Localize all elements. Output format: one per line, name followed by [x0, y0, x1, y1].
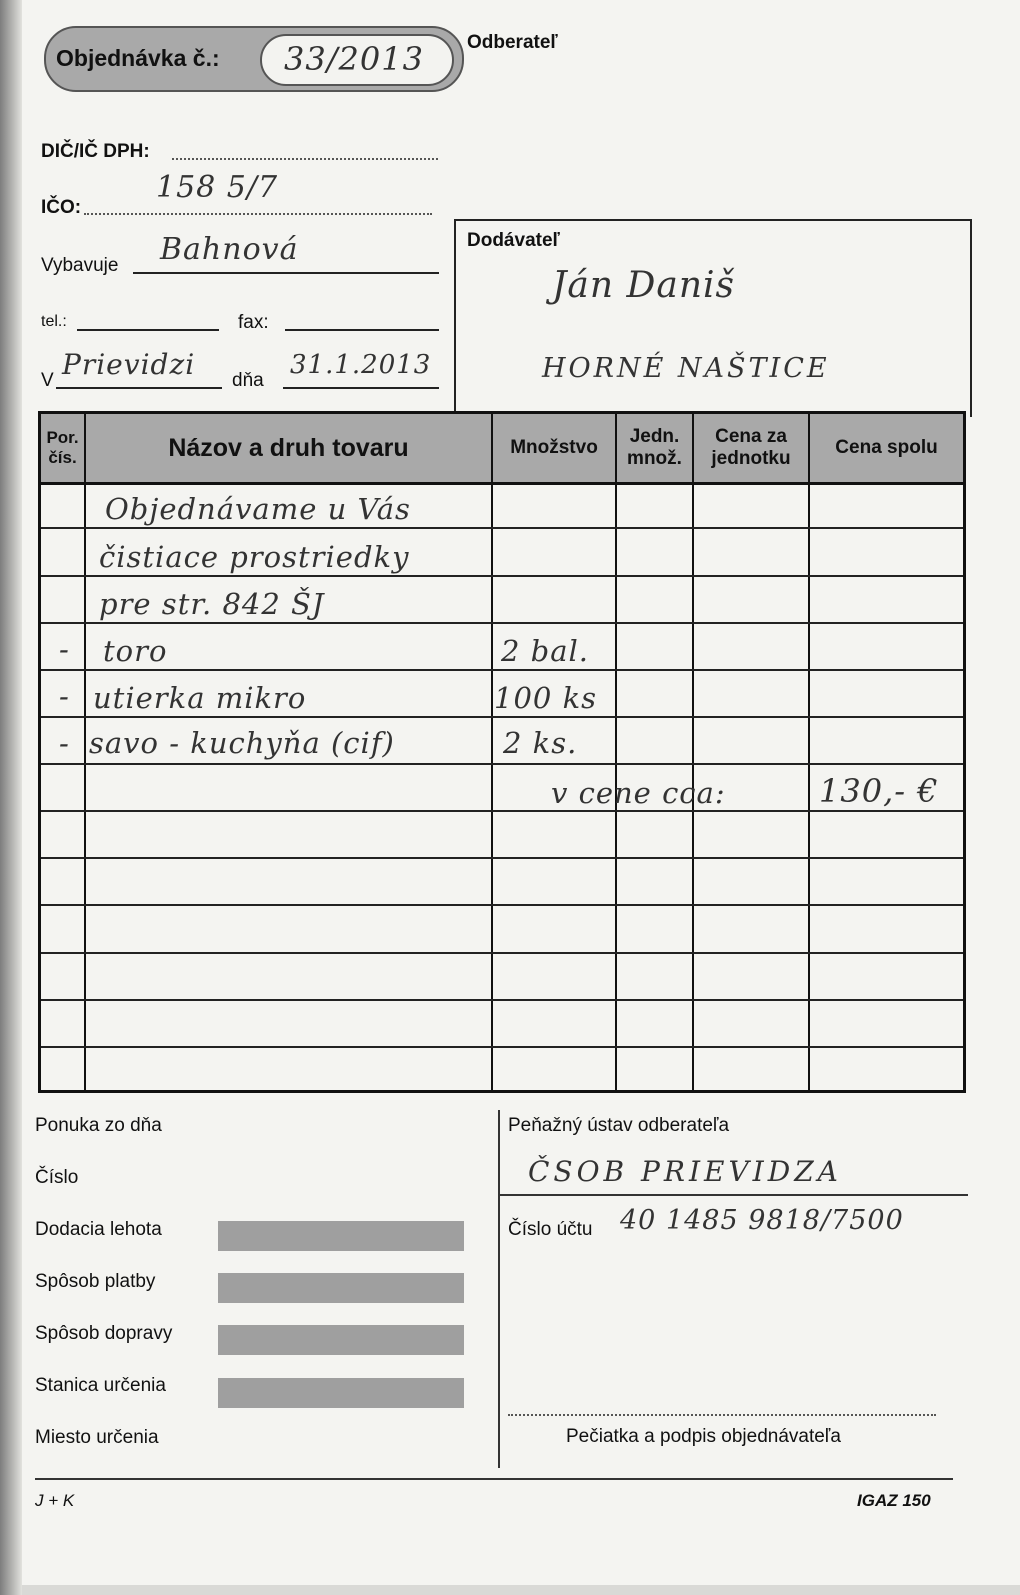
table-row-mark: -	[59, 726, 70, 760]
table-row-mark: -	[59, 632, 70, 666]
total-note: v cene cca:	[551, 776, 726, 810]
table-row-text: toro	[103, 634, 168, 668]
offer-date-label: Ponuka zo dňa	[35, 1115, 162, 1136]
payment-method-field	[218, 1273, 464, 1303]
table-row-qty: 2 bal.	[501, 634, 590, 668]
vybavuje-value: Bahnová	[160, 232, 299, 267]
header-qty: Množstvo	[510, 437, 598, 458]
row-divider	[41, 575, 963, 577]
supplier-box	[454, 219, 972, 417]
delivery-term-label: Dodacia lehota	[35, 1219, 162, 1240]
destination-station-label: Stanica určenia	[35, 1375, 166, 1396]
bottom-divider	[498, 1110, 500, 1468]
header-total: Cena spolu	[835, 437, 938, 458]
tel-label: tel.:	[41, 313, 67, 330]
destination-station-field	[218, 1378, 464, 1408]
row-divider	[41, 622, 963, 624]
row-divider	[41, 904, 963, 906]
col-divider	[808, 414, 810, 1090]
table-row-text: Objednávame u Vás	[105, 492, 411, 526]
bank-underline	[498, 1194, 968, 1196]
header-unit-price: Cena za jednotku	[711, 426, 791, 469]
fax-line	[285, 329, 439, 331]
table-row-qty: 100 ks	[494, 681, 598, 715]
row-divider	[41, 857, 963, 859]
v-label: V	[41, 370, 54, 391]
payment-method-label: Spôsob platby	[35, 1271, 156, 1292]
table-row-text: čistiace prostriedky	[99, 540, 410, 574]
footer-rule	[35, 1478, 953, 1480]
bank-label: Peňažný ústav odberateľa	[508, 1115, 730, 1136]
bank-value: ČSOB PRIEVIDZA	[528, 1155, 842, 1188]
delivery-term-field	[218, 1221, 464, 1251]
total-value: 130,- €	[819, 772, 939, 810]
row-divider	[41, 527, 963, 529]
col-divider	[615, 414, 617, 1090]
order-number-label: Objednávka č.:	[56, 45, 220, 71]
ico-line	[84, 213, 432, 215]
table-row-mark: -	[59, 679, 70, 713]
v-value: Prievidzi	[62, 348, 196, 381]
transport-method-label: Spôsob dopravy	[35, 1323, 173, 1344]
account-label: Číslo účtu	[508, 1219, 593, 1240]
table-row-text: utierka mikro	[93, 681, 307, 715]
vybavuje-line	[133, 272, 439, 274]
signature-line	[508, 1414, 936, 1416]
page-binding-shadow	[0, 0, 22, 1595]
supplier-address: HORNÉ NAŠTICE	[542, 353, 830, 384]
row-divider	[41, 999, 963, 1001]
col-divider	[84, 414, 86, 1090]
col-divider	[491, 414, 493, 1090]
account-value: 40 1485 9818/7500	[620, 1205, 904, 1236]
tel-line	[77, 329, 219, 331]
fax-label: fax:	[238, 312, 269, 333]
order-number-value: 33/2013	[284, 40, 424, 78]
order-number-box	[260, 34, 454, 86]
signature-label: Pečiatka a podpis objednávateľa	[566, 1426, 841, 1447]
vybavuje-label: Vybavuje	[41, 255, 119, 276]
goods-table	[38, 411, 966, 1093]
dna-value: 31.1.2013	[290, 350, 432, 380]
ico-value: 158 5/7	[156, 170, 279, 205]
number-label: Číslo	[35, 1167, 79, 1188]
row-divider	[41, 810, 963, 812]
supplier-label: Dodávateľ	[467, 230, 560, 251]
header-unit: Jedn. množ.	[627, 426, 682, 469]
dic-label: DIČ/IČ DPH:	[41, 141, 150, 162]
transport-method-field	[218, 1325, 464, 1355]
header-name: Názov a druh tovaru	[168, 433, 409, 462]
row-divider	[41, 669, 963, 671]
dna-label: dňa	[232, 370, 264, 391]
footer-left: J + K	[35, 1491, 75, 1510]
table-row-text: savo - kuchyňa (cif)	[89, 726, 395, 760]
supplier-name: Ján Daniš	[552, 265, 736, 306]
footer-right: IGAZ 150	[857, 1491, 931, 1510]
header-por: Por. čís.	[46, 428, 79, 467]
col-divider	[692, 414, 694, 1090]
table-row-text: pre str. 842 ŠJ	[99, 587, 325, 621]
row-divider	[41, 1046, 963, 1048]
v-line	[56, 387, 222, 389]
order-number-header	[44, 26, 464, 92]
destination-place-label: Miesto určenia	[35, 1427, 159, 1448]
row-divider	[41, 763, 963, 765]
customer-label: Odberateľ	[467, 32, 558, 53]
ico-label: IČO:	[41, 197, 82, 218]
row-divider	[41, 716, 963, 718]
dic-line	[172, 158, 438, 160]
row-divider	[41, 952, 963, 954]
dna-line	[283, 387, 439, 389]
table-row-qty: 2 ks.	[503, 726, 578, 760]
